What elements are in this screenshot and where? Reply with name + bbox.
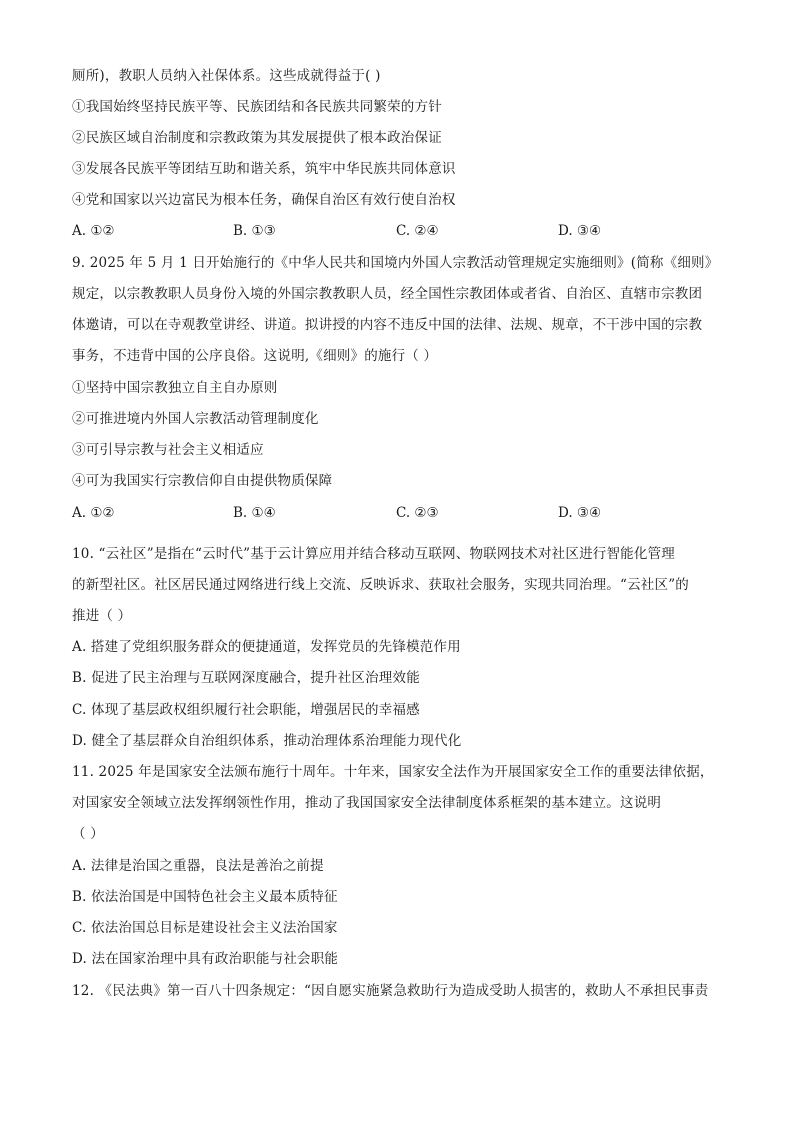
q10-option-a: A. 搭建了党组织服务群众的便捷通道，发挥党员的先锋模范作用 xyxy=(72,639,461,655)
q11-option-c: C. 依法治国总目标是建设社会主义法治国家 xyxy=(72,920,338,936)
q9-item-3: ③可引导宗教与社会主义相适应 xyxy=(72,442,264,458)
q11-option-a: A. 法律是治国之重器，良法是善治之前提 xyxy=(72,858,324,874)
q8-option-a: A. ①② xyxy=(72,223,115,239)
q9-option-c: C. ②③ xyxy=(396,505,439,521)
q11-stem-line-1: 11. 2025 年是国家安全法颁布施行十周年。十年来，国家安全法作为开展国家安全工作的重要法律依据， xyxy=(72,764,714,780)
q11-option-b: B. 依法治国是中国特色社会主义最本质特征 xyxy=(72,889,338,905)
q9-stem-line-2: 规定，以宗教教职人员身份入境的外国宗教教职人员，经全国性宗教团体或者省、自治区、直辖市宗教团 xyxy=(72,286,703,302)
q9-option-d: D. ③④ xyxy=(558,505,602,521)
q8-item-4: ④党和国家以兴边富民为根本任务，确保自治区有效行使自治权 xyxy=(72,192,456,208)
q8-option-c: C. ②④ xyxy=(396,223,439,239)
q9-item-2: ②可推进境内外国人宗教活动管理制度化 xyxy=(72,411,319,427)
q9-stem-line-4: 事务，不违背中国的公序良俗。这说明,《细则》的施行（ ） xyxy=(72,348,438,364)
q12-stem-line-1: 12. 《民法典》第一百八十四条规定：“因自愿实施紧急救助行为造成受助人损害的，救助人不承担民事责 xyxy=(72,983,709,999)
q9-stem-line-3: 体邀请，可以在寺观教堂讲经、讲道。拟讲授的内容不违反中国的法律、法规、规章，不干涉中国的宗教 xyxy=(72,317,703,333)
q9-item-1: ①坚持中国宗教独立自主自办原则 xyxy=(72,380,278,396)
q10-option-d: D. 健全了基层群众自治组织体系，推动治理体系治理能力现代化 xyxy=(72,733,462,749)
q8-option-b: B. ①③ xyxy=(233,223,276,239)
q8-option-d: D. ③④ xyxy=(558,223,602,239)
q8-item-3: ③发展各民族平等团结互助和谐关系，筑牢中华民族共同体意识 xyxy=(72,161,456,177)
q9-option-a: A. ①② xyxy=(72,505,115,521)
q11-option-d: D. 法在国家治理中具有政治职能与社会职能 xyxy=(72,951,339,967)
q10-stem-line-2: 的新型社区。社区居民通过网络进行线上交流、反映诉求、获取社会服务，实现共同治理。“云社区”的 xyxy=(72,577,690,593)
q11-stem-line-3: （ ） xyxy=(72,826,104,842)
q10-option-b: B. 促进了民主治理与互联网深度融合，提升社区治理效能 xyxy=(72,670,420,686)
q8-stem-tail: 厕所)，教职人员纳入社保体系。这些成就得益于( ) xyxy=(72,68,381,84)
q10-option-c: C. 体现了基层政权组织履行社会职能，增强居民的幸福感 xyxy=(72,702,420,718)
q10-stem-line-1: 10. “云社区”是指在“云时代”基于云计算应用并结合移动互联网、物联网技术对社区进行智能化管理 xyxy=(72,546,675,562)
q10-stem-line-3: 推进（ ） xyxy=(72,608,132,624)
q11-stem-line-2: 对国家安全领域立法发挥纲领性作用，推动了我国国家安全法律制度体系框架的基本建立。这说明 xyxy=(72,795,662,811)
q9-option-b: B. ①④ xyxy=(233,505,276,521)
q9-item-4: ④可为我国实行宗教信仰自由提供物质保障 xyxy=(72,473,333,489)
q8-item-2: ②民族区域自治制度和宗教政策为其发展提供了根本政治保证 xyxy=(72,130,442,146)
q8-item-1: ①我国始终坚持民族平等、民族团结和各民族共同繁荣的方针 xyxy=(72,99,442,115)
q9-stem-line-1: 9. 2025 年 5 月 1 日开始施行的《中华人民共和国境内外国人宗教活动管理规定实施细则》(简称《细则》 xyxy=(72,255,719,271)
